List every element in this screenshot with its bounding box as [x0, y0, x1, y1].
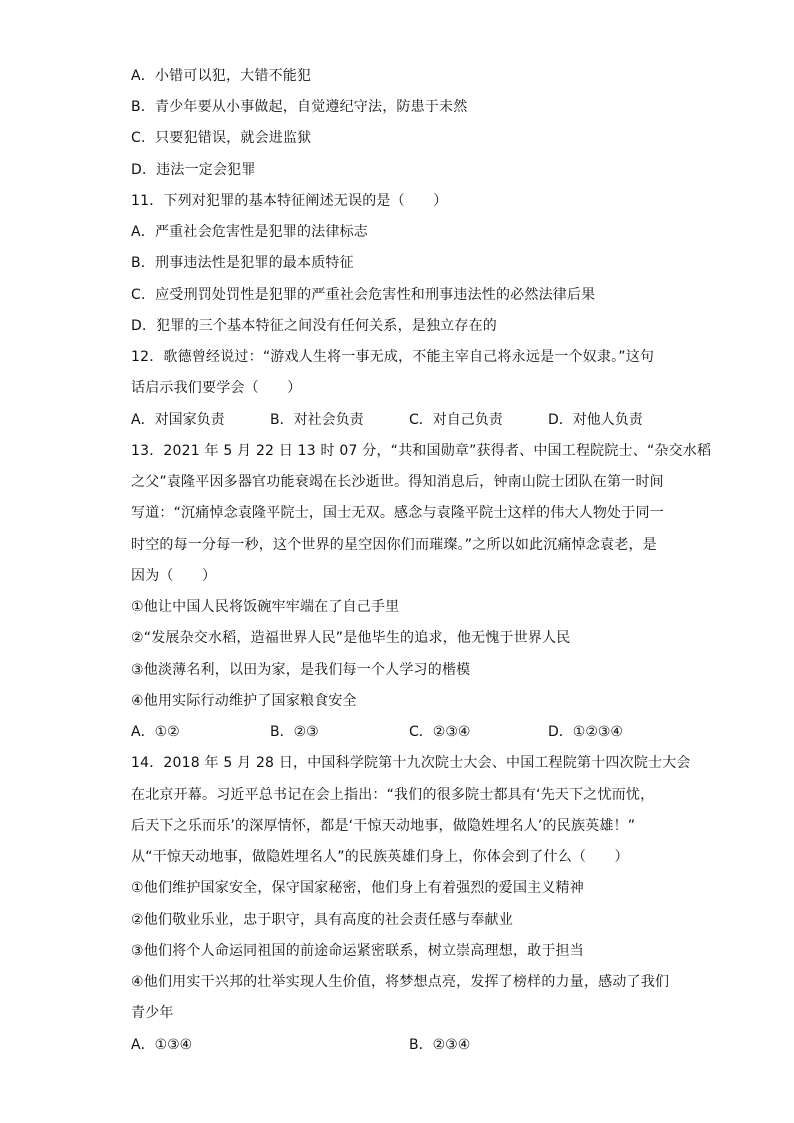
q12-option-c: C．对自己负责 [409, 412, 503, 428]
q12-stem-line-1: 12．歌德曾经说过：“游戏人生将一事无成，不能主宰自己将永远是一个奴隶。”这句 [131, 349, 655, 365]
q11-option-c: C．应受刑罚处罚性是犯罪的严重社会危害性和刑事违法性的必然法律后果 [131, 287, 596, 303]
q14-option-b: B．②③④ [409, 1037, 471, 1053]
q13-stem-line-2: 之父”袁隆平因多器官功能衰竭在长沙逝世。得知消息后，钟南山院士团队在第一时间 [131, 474, 664, 490]
q13-option-d: D．①②③④ [548, 724, 623, 740]
q14-item-2: ②他们敬业乐业，忠于职守，具有高度的社会责任感与奉献业 [131, 912, 513, 928]
q10-option-c: C．只要犯错误，就会进监狱 [131, 130, 312, 146]
q12-option-b: B．对社会负责 [270, 412, 364, 428]
q14-item-4-continued: 青少年 [131, 1005, 174, 1021]
q11-option-b: B．刑事违法性是犯罪的最本质特征 [131, 255, 354, 271]
q10-option-d: D．违法一定会犯罪 [131, 162, 256, 178]
q11-stem: 11．下列对犯罪的基本特征阐述无误的是（ ） [131, 193, 448, 209]
q12-stem-line-2: 话启示我们要学会（ ） [131, 380, 302, 396]
q14-stem-line-3: 后天下之乐而乐’的深厚情怀，都是‘干惊天动地事，做隐姓埋名人’的民族英雄！” [131, 818, 636, 834]
q12-option-a: A．对国家负责 [131, 412, 225, 428]
q13-option-c: C．②③④ [409, 724, 471, 740]
q12-option-d: D．对他人负责 [548, 412, 643, 428]
q13-item-2: ②“发展杂交水稻，造福世界人民”是他毕生的追求，他无愧于世界人民 [131, 630, 571, 646]
q11-option-d: D．犯罪的三个基本特征之间没有任何关系，是独立存在的 [131, 318, 497, 334]
q10-option-b: B．青少年要从小事做起，自觉遵纪守法，防患于未然 [131, 99, 468, 115]
q11-option-a: A．严重社会危害性是犯罪的法律标志 [131, 224, 368, 240]
q13-item-4: ④他用实际行动维护了国家粮食安全 [131, 693, 357, 709]
q14-item-4: ④他们用实干兴邦的壮举实现人生价值，将梦想点亮，发挥了榜样的力量，感动了我们 [131, 974, 670, 990]
q13-option-a: A．①② [131, 724, 180, 740]
q14-item-1: ①他们维护国家安全，保守国家秘密，他们身上有着强烈的爱国主义精神 [131, 880, 584, 896]
q10-option-a: A．小错可以犯，大错不能犯 [131, 68, 312, 84]
q13-stem-line-5: 因为（ ） [131, 568, 217, 584]
q13-stem-line-3: 写道：“沉痛悼念袁隆平院士，国士无双。感念与袁隆平院士这样的伟大人物处于同一 [131, 505, 664, 521]
q14-stem-line-2: 在北京开幕。习近平总书记在会上指出：“我们的很多院士都具有‘先天下之忧而忧， [131, 787, 655, 803]
q13-item-3: ③他淡薄名利，以田为家，是我们每一个人学习的楷模 [131, 662, 471, 678]
q14-stem-line-1: 14．2018 年 5 月 28 日，中国科学院第十九次院士大会、中国工程院第十四次院士大会 [131, 755, 691, 771]
q13-item-1: ①他让中国人民将饭碗牢牢端在了自己手里 [131, 599, 400, 615]
q14-option-a: A．①③④ [131, 1037, 193, 1053]
q14-stem-line-4: 从“干惊天动地事，做隐姓埋名人”的民族英雄们身上，你体会到了什么（ ） [131, 849, 629, 865]
q14-item-3: ③他们将个人命运同祖国的前途命运紧密联系，树立崇高理想，敢于担当 [131, 943, 584, 959]
q13-option-b: B．②③ [270, 724, 319, 740]
q13-stem-line-1: 13．2021 年 5 月 22 日 13 时 07 分，“共和国勋章”获得者、中国工程院院士、“杂交水稻 [131, 443, 712, 459]
q13-stem-line-4: 时空的每一分每一秒，这个世界的星空因你们而璀璨。”之所以如此沉痛悼念袁老，是 [131, 537, 657, 553]
